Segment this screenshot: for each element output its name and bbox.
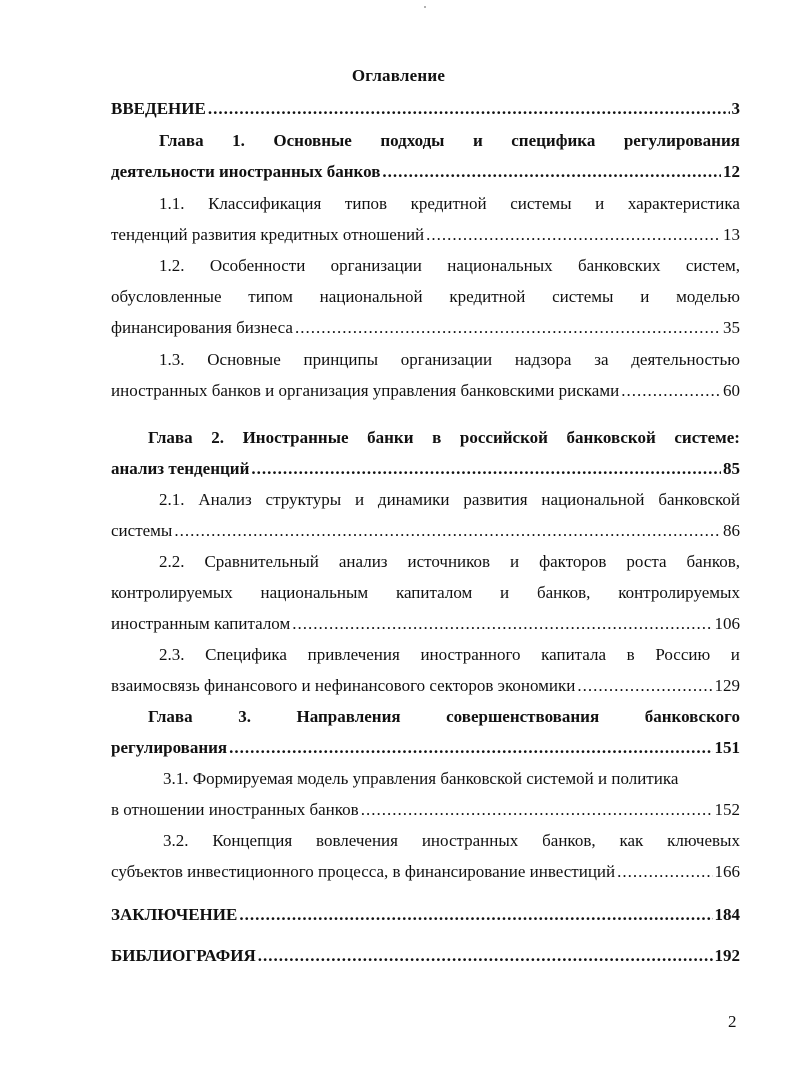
word: и [472, 131, 483, 150]
word: российской [459, 428, 548, 447]
word: 1.2. [159, 256, 185, 275]
entry-label: иностранных банков и организация управления банковскими рисками [111, 381, 620, 400]
word: в [432, 428, 442, 447]
toc-entry-section-1-1 [111, 188, 740, 250]
entry-page: 13 [723, 225, 740, 244]
entry-page: 60 [723, 381, 740, 400]
leader-dots [174, 515, 721, 546]
word: Основные [273, 131, 352, 150]
word: системы [552, 287, 614, 306]
leader-dots [621, 375, 721, 406]
entry-label: субъектов инвестиционного процесса, в финансирование инвестиций [111, 862, 616, 881]
entry-page: 106 [714, 614, 740, 633]
word: Россию [655, 645, 711, 664]
entry-label: анализ тенденций [111, 459, 250, 478]
toc-entry-section-2-1 [111, 484, 740, 546]
entry-label: деятельности иностранных банков [111, 162, 381, 181]
word: за [594, 350, 609, 369]
entry-page: 12 [723, 162, 740, 181]
entry-page: 35 [723, 318, 740, 337]
word: Особенности [209, 256, 306, 275]
word: 2.3. [159, 645, 185, 664]
word: банковских [577, 256, 661, 275]
word: капитала [541, 645, 607, 664]
word: вовлечения [316, 831, 398, 850]
toc-entry-section-3-1 [111, 763, 740, 825]
leader-dots [617, 856, 712, 887]
word: и [730, 645, 740, 664]
word: кредитной [410, 194, 487, 213]
word: национальных [447, 256, 553, 275]
word: и [510, 552, 520, 571]
word: факторов [539, 552, 607, 571]
word: 2.2. [159, 552, 185, 571]
word: характеристика [627, 194, 740, 213]
word: источников [407, 552, 491, 571]
word: деятельностью [631, 350, 740, 369]
word: банковского [644, 707, 740, 726]
entry-label: ВВЕДЕНИЕ [111, 99, 206, 118]
entry-label: системы [111, 521, 173, 540]
entry-label: в отношении иностранных банков [111, 800, 359, 819]
toc-title: Оглавление [351, 66, 446, 85]
word: Глава [148, 707, 193, 726]
word: и [595, 194, 605, 213]
entry-page: 86 [723, 521, 740, 540]
entry-label: 3.1. Формируемая модель управления банковской системой и политика [163, 769, 679, 788]
word: банков, [686, 552, 740, 571]
entry-page: 166 [714, 862, 740, 881]
leader-dots [251, 453, 721, 484]
leader-dots [292, 608, 712, 639]
entry-page: 85 [723, 459, 740, 478]
toc-entry-section-2-3 [111, 639, 740, 701]
word: кредитной [449, 287, 526, 306]
entry-label: ЗАКЛЮЧЕНИЕ [111, 905, 238, 924]
word: ключевых [667, 831, 740, 850]
leader-dots [229, 732, 712, 763]
word: развития [463, 490, 528, 509]
entry-label: БИБЛИОГРАФИЯ [111, 946, 256, 965]
word: национальным [260, 583, 369, 602]
toc-entry-conclusion [111, 899, 740, 930]
word: системе: [674, 428, 740, 447]
word: контролируемых [618, 583, 740, 602]
word: и [500, 583, 510, 602]
word: Глава [148, 428, 193, 447]
word: систем, [685, 256, 740, 275]
leader-dots [426, 219, 721, 250]
leader-dots [361, 794, 713, 825]
leader-dots [577, 670, 712, 701]
entry-page: 184 [714, 905, 740, 924]
word: 3.2. [163, 831, 189, 850]
word: роста [626, 552, 667, 571]
word: Специфика [205, 645, 287, 664]
word: банков, [542, 831, 596, 850]
word: контролируемых [111, 583, 233, 602]
leader-dots [382, 156, 721, 187]
entry-label: регулирования [111, 738, 228, 757]
word: как [619, 831, 644, 850]
page-number: 2 [728, 1012, 737, 1031]
toc-entry-section-2-2 [111, 546, 740, 639]
leader-dots [239, 899, 712, 930]
word: капиталом [395, 583, 473, 602]
word: 1.1. [159, 194, 185, 213]
word: банковской [566, 428, 656, 447]
word: 3. [238, 707, 251, 726]
toc-entry-bibliography [111, 940, 740, 971]
entry-page: 151 [714, 738, 740, 757]
toc-entry-section-1-2 [111, 250, 740, 343]
word: Концепция [212, 831, 293, 850]
toc-entry-chapter-2 [111, 422, 740, 484]
word: 1.3. [159, 350, 185, 369]
word: национальной [541, 490, 645, 509]
word: банков, [536, 583, 591, 602]
toc-entry-section-1-3 [111, 344, 740, 406]
word: специфика [511, 131, 596, 150]
word: Анализ [198, 490, 252, 509]
word: Классификация [208, 194, 322, 213]
word: 1. [232, 131, 245, 150]
word: Иностранные [242, 428, 349, 447]
word: иностранных [421, 831, 519, 850]
entry-label: взаимосвязь финансового и нефинансового секторов экономики [111, 676, 576, 695]
word: совершенствования [446, 707, 600, 726]
word: привлечения [307, 645, 400, 664]
entry-page: 129 [714, 676, 740, 695]
word: Глава [159, 131, 204, 150]
leader-dots [295, 312, 721, 343]
toc-entry-chapter-3 [111, 701, 740, 763]
toc-entry-intro [111, 93, 740, 124]
word: надзора [514, 350, 572, 369]
word: и [354, 490, 365, 509]
entry-page: 3 [731, 99, 740, 118]
leader-dots [208, 93, 730, 124]
word: обусловленные [111, 287, 222, 306]
word: национальной [319, 287, 423, 306]
word: подходы [380, 131, 445, 150]
entry-label: иностранным капиталом [111, 614, 291, 633]
word: регулирования [623, 131, 740, 150]
word: Направления [296, 707, 401, 726]
word: организации [330, 256, 422, 275]
word: иностранного [420, 645, 521, 664]
word: банковской [658, 490, 740, 509]
word: типом [248, 287, 293, 306]
toc-entry-chapter-1 [111, 125, 740, 187]
word: динамики [377, 490, 450, 509]
word: моделью [676, 287, 740, 306]
word: 2. [211, 428, 224, 447]
word: 2.1. [159, 490, 185, 509]
word: организации [400, 350, 493, 369]
word: анализ [338, 552, 388, 571]
word: банки [367, 428, 414, 447]
word: Сравнительный [204, 552, 319, 571]
toc-entry-section-3-2 [111, 825, 740, 887]
scan-speck [424, 6, 426, 8]
word: принципы [303, 350, 379, 369]
word: в [626, 645, 635, 664]
word: системы [510, 194, 572, 213]
word: типов [344, 194, 388, 213]
word: и [640, 287, 650, 306]
entry-label: тенденций развития кредитных отношений [111, 225, 425, 244]
entry-label: финансирования бизнеса [111, 318, 293, 337]
entry-page: 152 [714, 800, 740, 819]
leader-dots [258, 940, 713, 971]
entry-page: 192 [714, 946, 740, 965]
word: структуры [265, 490, 342, 509]
word: Основные [207, 350, 281, 369]
